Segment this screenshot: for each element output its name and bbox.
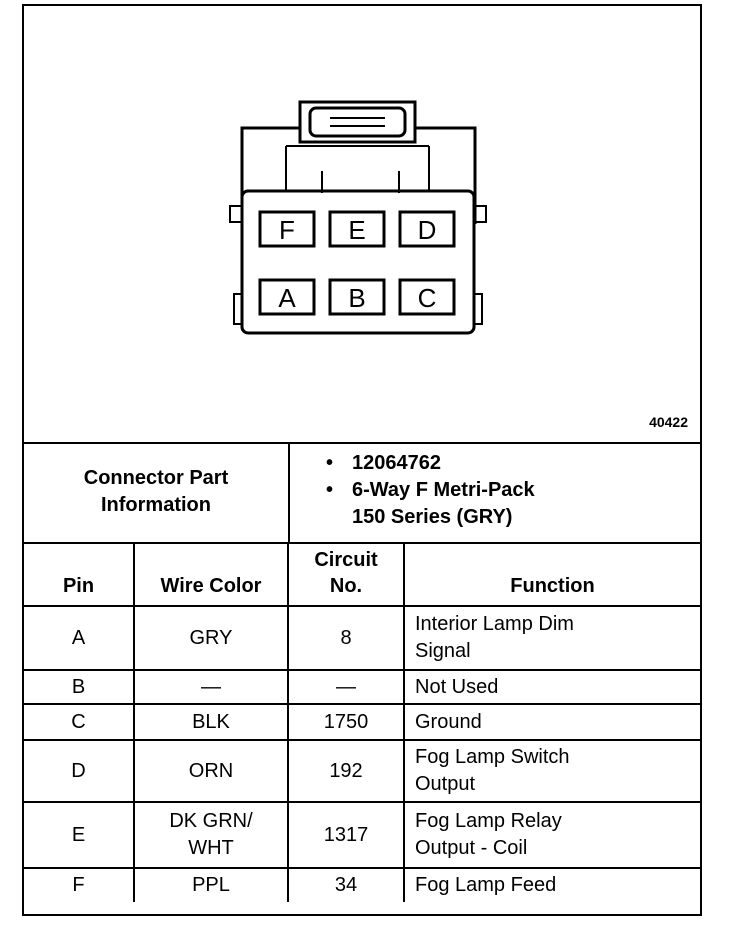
- cell-pin: D: [24, 740, 134, 802]
- table-row: [24, 740, 700, 802]
- connector-face-diagram: [24, 6, 700, 442]
- pin-label-c: C: [417, 283, 437, 313]
- header-circuit-line2: No.: [329, 575, 363, 597]
- cell-circuit: 34: [288, 868, 404, 902]
- cell-wire-color: ORN: [134, 740, 288, 802]
- table-row: [24, 606, 700, 670]
- cell-function: [404, 606, 700, 670]
- function-line1: Interior Lamp Dim: [415, 613, 574, 635]
- table-header-row: [24, 544, 700, 606]
- pinout-table: [24, 544, 700, 902]
- part-info-label-line1: Connector Part: [83, 467, 229, 489]
- cell-wire-color: GRY: [134, 606, 288, 670]
- cell-function: [404, 740, 700, 802]
- part-info-label: [24, 442, 290, 542]
- table-row: [24, 868, 700, 902]
- connector-sheet: [22, 4, 702, 916]
- connector-part-information: [24, 442, 700, 544]
- cell-circuit: 1750: [288, 704, 404, 740]
- part-number: • 12064762: [326, 450, 535, 477]
- header-circuit-no: [288, 544, 404, 606]
- header-wire-color: Wire Color: [134, 544, 288, 606]
- cell-pin: E: [24, 802, 134, 868]
- wire-color-line1: DK GRN/: [169, 810, 253, 832]
- cell-function: [404, 802, 700, 868]
- function-line2: Signal: [415, 640, 471, 662]
- part-info-details: [326, 450, 535, 531]
- pin-label-f: F: [279, 215, 295, 245]
- function-line2: Output: [415, 773, 476, 795]
- table-row: [24, 704, 700, 740]
- pin-label-b: B: [348, 283, 366, 313]
- function-line1: Fog Lamp Switch: [415, 746, 570, 768]
- connector-description: • 6-Way F Metri-Pack: [326, 477, 535, 504]
- pin-label-e: E: [348, 215, 366, 245]
- header-pin: Pin: [24, 544, 134, 606]
- header-function: Function: [404, 544, 700, 606]
- connector-description-cont: 150 Series (GRY): [352, 506, 513, 528]
- table-row: [24, 670, 700, 704]
- cell-circuit: 192: [288, 740, 404, 802]
- cell-pin: F: [24, 868, 134, 902]
- cell-function: Ground: [404, 704, 700, 740]
- cell-function: Fog Lamp Feed: [404, 868, 700, 902]
- wire-color-line2: WHT: [188, 837, 234, 859]
- part-info-label-line2: Information: [101, 494, 211, 516]
- connector-diagram-area: [24, 6, 700, 444]
- cell-pin: A: [24, 606, 134, 670]
- function-line2: Output - Coil: [415, 837, 528, 859]
- cell-pin: B: [24, 670, 134, 704]
- cell-circuit: 1317: [288, 802, 404, 868]
- cell-wire-color: [134, 802, 288, 868]
- cell-wire-color: —: [134, 670, 288, 704]
- pin-label-a: A: [278, 283, 296, 313]
- pin-label-d: D: [417, 215, 437, 245]
- cell-wire-color: BLK: [134, 704, 288, 740]
- figure-number: 40422: [649, 414, 688, 430]
- table-row: [24, 802, 700, 868]
- cell-circuit: 8: [288, 606, 404, 670]
- cell-circuit: —: [288, 670, 404, 704]
- cell-pin: C: [24, 704, 134, 740]
- cell-function: Not Used: [404, 670, 700, 704]
- cell-wire-color: PPL: [134, 868, 288, 902]
- header-circuit-line1: Circuit: [314, 549, 378, 571]
- function-line1: Fog Lamp Relay: [415, 810, 562, 832]
